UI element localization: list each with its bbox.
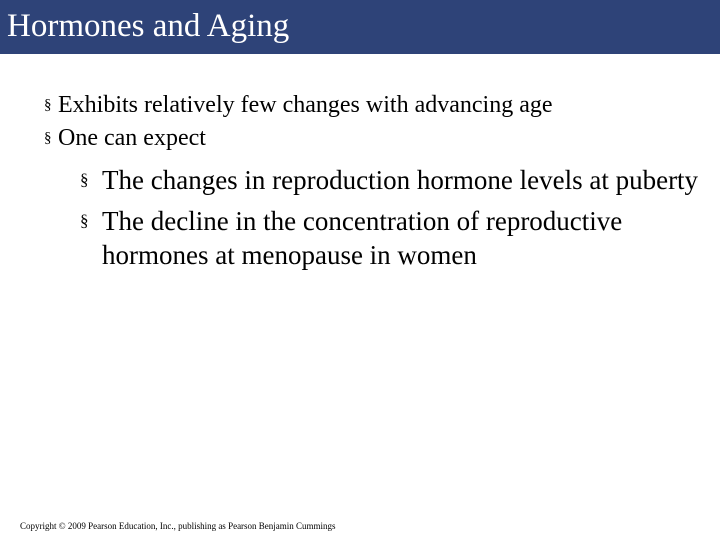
bullet-text: One can expect — [58, 125, 206, 151]
sub-bullet-item — [80, 204, 700, 272]
slide-title: Hormones and Aging — [7, 8, 290, 44]
bullet-marker: § — [44, 97, 52, 113]
sub-bullet-marker: § — [80, 211, 89, 230]
sub-bullet-text: The decline in the concentration of reproductive hormones at menopause in women — [102, 206, 623, 270]
bullet-item — [44, 89, 553, 122]
sub-bullet-marker: § — [80, 170, 89, 189]
sub-bullet-text: The changes in reproduction hormone levels at puberty — [102, 165, 699, 195]
bullet-list — [44, 89, 553, 155]
bullet-marker: § — [44, 130, 52, 146]
sub-bullet-item — [80, 163, 700, 197]
copyright-notice: Copyright © 2009 Pearson Education, Inc., publishing as Pearson Benjamin Cummings — [20, 521, 336, 531]
bullet-text: Exhibits relatively few changes with advancing age — [58, 92, 553, 118]
sub-bullet-list — [80, 163, 700, 279]
bullet-item — [44, 122, 553, 155]
title-bar — [0, 0, 720, 54]
